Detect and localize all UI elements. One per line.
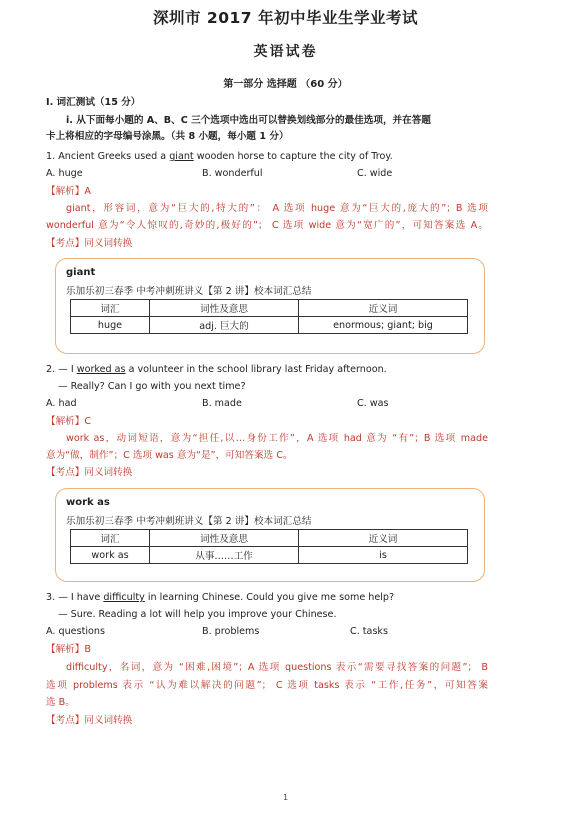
q2-answer: 【解析】C: [46, 416, 92, 427]
part-title: 第一部分 选择题 （60 分）: [223, 79, 348, 90]
table-cell: huge: [71, 317, 150, 334]
question-2-pre: 2. — I: [46, 364, 77, 375]
table-header-cell: 近义词: [299, 530, 468, 547]
table-header-cell: 词性及意思: [150, 300, 299, 317]
instruction-line-1: i. 从下面每小题的 A、B、C 三个选项中选出可以替换划线部分的最佳选项，并在答题: [66, 115, 431, 126]
table-cell: enormous; giant; big: [299, 317, 468, 334]
q1-option-b: B. wonderful: [202, 168, 263, 179]
table-cell: 从事……工作: [150, 547, 299, 564]
question-3-pre: 3. — I have: [46, 592, 104, 603]
table-row: [71, 317, 468, 334]
q3-option-b: B. problems: [202, 626, 260, 637]
question-2-post: a volunteer in the school library last Friday afternoon.: [125, 364, 387, 375]
q2-vocab-table: [70, 529, 468, 564]
q3-explanation-3: 选 B。: [46, 697, 75, 708]
question-2: [46, 363, 387, 376]
q3-answer: 【解析】B: [46, 644, 91, 655]
question-1-underlined: giant: [169, 151, 194, 162]
exam-title: 深圳市 2017 年初中毕业生学业考试: [153, 9, 418, 27]
question-3-reply: — Sure. Reading a lot will help you improve your Chinese.: [58, 609, 337, 620]
table-header-row: [71, 300, 468, 317]
q3-option-c: C. tasks: [350, 626, 388, 637]
table-cell: adj. 巨大的: [150, 317, 299, 334]
exam-subtitle: 英语试卷: [253, 44, 318, 60]
q1-vocab-table: [70, 299, 468, 334]
q1-option-c: C. wide: [357, 168, 393, 179]
q1-point: 【考点】同义词转换: [46, 238, 133, 249]
table-header-cell: 词汇: [71, 300, 150, 317]
page-number: 1: [282, 793, 289, 802]
question-3-underlined: difficulty: [103, 592, 145, 603]
q2-explanation-2: 意为“做，制作”；C 选项 was 意为“是”，可知答案选 C。: [46, 450, 293, 461]
q2-point: 【考点】同义词转换: [46, 467, 133, 478]
q2-option-c: C. was: [357, 398, 389, 409]
question-2-underlined: worked as: [76, 364, 126, 375]
q2-vocab-box: [55, 488, 485, 582]
q1-option-a: A. huge: [46, 168, 83, 179]
section-title: I. 词汇测试（15 分）: [46, 97, 141, 108]
question-1-pre: 1. Ancient Greeks used a: [46, 151, 170, 162]
q2-option-a: A. had: [46, 398, 77, 409]
question-3-post: in learning Chinese. Could you give me some help?: [144, 592, 395, 603]
table-cell: work as: [71, 547, 150, 564]
table-header-cell: 词性及意思: [150, 530, 299, 547]
table-row: [71, 547, 468, 564]
question-3: [46, 591, 394, 604]
q3-option-a: A. questions: [46, 626, 105, 637]
q1-vocab-box: [55, 258, 485, 354]
table-header-cell: 近义词: [299, 300, 468, 317]
q1-answer: 【解析】A: [46, 186, 91, 197]
question-1-post: wooden horse to capture the city of Troy.: [193, 151, 393, 162]
q2-option-b: B. made: [202, 398, 242, 409]
instruction-line-2: 卡上将相应的字母编号涂黑。（共 8 小题，每小题 1 分）: [46, 131, 289, 142]
q3-explanation-2: 选项 problems 表示 “认为难以解决的问题”； C 选项 tasks 表示 “工作,任务”，可知答案: [46, 680, 488, 691]
q3-explanation-1: difficulty，名词，意为 “困难,困境”；A 选项 questions 表示“需要寻找答案的问题”； B: [66, 662, 488, 673]
question-2-reply: — Really? Can I go with you next time?: [58, 381, 246, 392]
q3-point: 【考点】同义词转换: [46, 715, 133, 726]
q1-explanation-2: wonderful 意为“令人惊叹的,奇妙的,极好的”； C 选项 wide 意为“宽广的”，可知答案选 A。: [46, 220, 488, 231]
q1-box-head: giant: [66, 267, 96, 278]
q2-explanation-1: work as，动词短语，意为“担任,以…身份工作”，A 选项 had 意为 “有”；B 选项 made: [66, 433, 488, 444]
question-1: [46, 150, 393, 163]
table-cell: is: [299, 547, 468, 564]
q2-box-head: work as: [66, 497, 110, 508]
q1-explanation-1: giant，形容词，意为“巨大的,特大的”： A 选项 huge 意为“巨大的,庞大的”；B 选项: [66, 203, 488, 214]
q1-box-sub: 乐加乐初三春季 中考冲刺班讲义【第 2 讲】校本词汇总结: [66, 286, 312, 297]
q2-box-sub: 乐加乐初三春季 中考冲刺班讲义【第 2 讲】校本词汇总结: [66, 516, 312, 527]
table-header-cell: 词汇: [71, 530, 150, 547]
table-header-row: [71, 530, 468, 547]
